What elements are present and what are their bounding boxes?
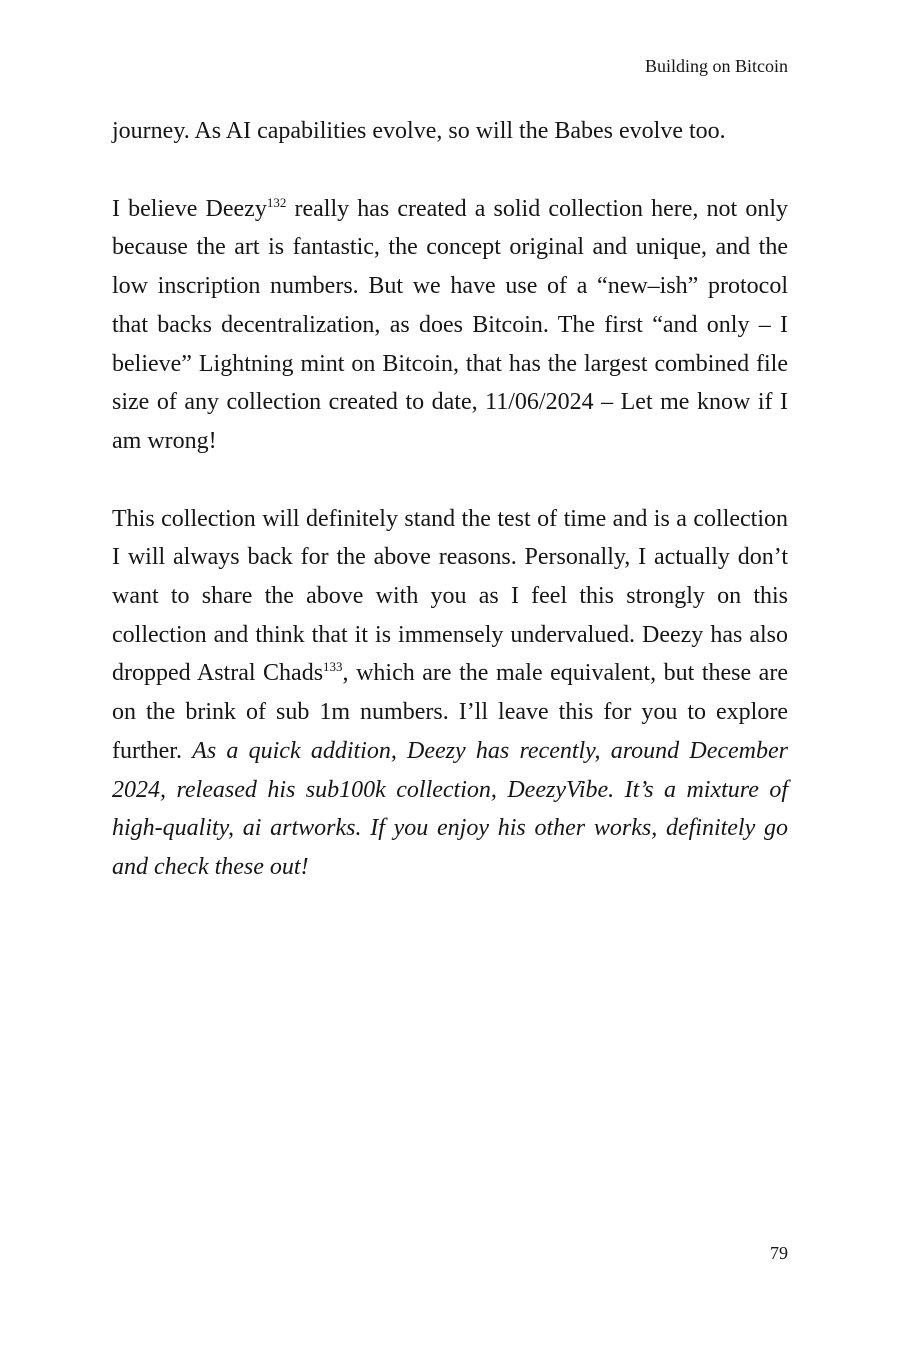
paragraph-3-italic-note: As a quick addition, Deezy has recently, around December 2024, released his sub100k collection, DeezyVibe. It’s a mixture of high-quality, ai artworks. If you enjoy his other works, definitely go and check these out! [112,737,789,880]
paragraph-1: journey. As AI capabilities evolve, so will the Babes evolve too. [112,118,726,144]
paragraph-3 [112,500,788,887]
running-header: Building on Bitcoin [644,56,788,76]
paragraph-2-text-start: I believe Deezy [112,195,267,222]
page-number: 79 [770,1243,788,1263]
footnote-ref-133: 133 [323,659,343,675]
page-body [112,112,788,926]
paragraph-3-text-middle: , which are the male equivalent, but these are on the brink of sub 1m numbers. I’ll leave this for you to explore further. [112,660,788,764]
paragraph-2-text-end: really has created a solid collection here, not only because the art is fantastic, the concept original and unique, and the low inscription numbers. But we have use of a “new–ish” protocol that backs decentralization, as does Bitcoin. The first “and only – I believe” Lightning mint on Bitcoin, that has the largest combined file size of any collection created to date, 11/06/2024 – Let me know if I am wrong! [112,195,789,454]
paragraph-2 [112,190,788,461]
footnote-ref-132: 132 [266,194,287,210]
paragraph-3-text-start: This collection will definitely stand the test of time and is a collection I will always back for the above reasons. Personally, I actually don’t want to share the above with you as I feel this strongly on this collection and think that it is immensely undervalued. Deezy has also dropped Astral Chads [112,505,788,687]
